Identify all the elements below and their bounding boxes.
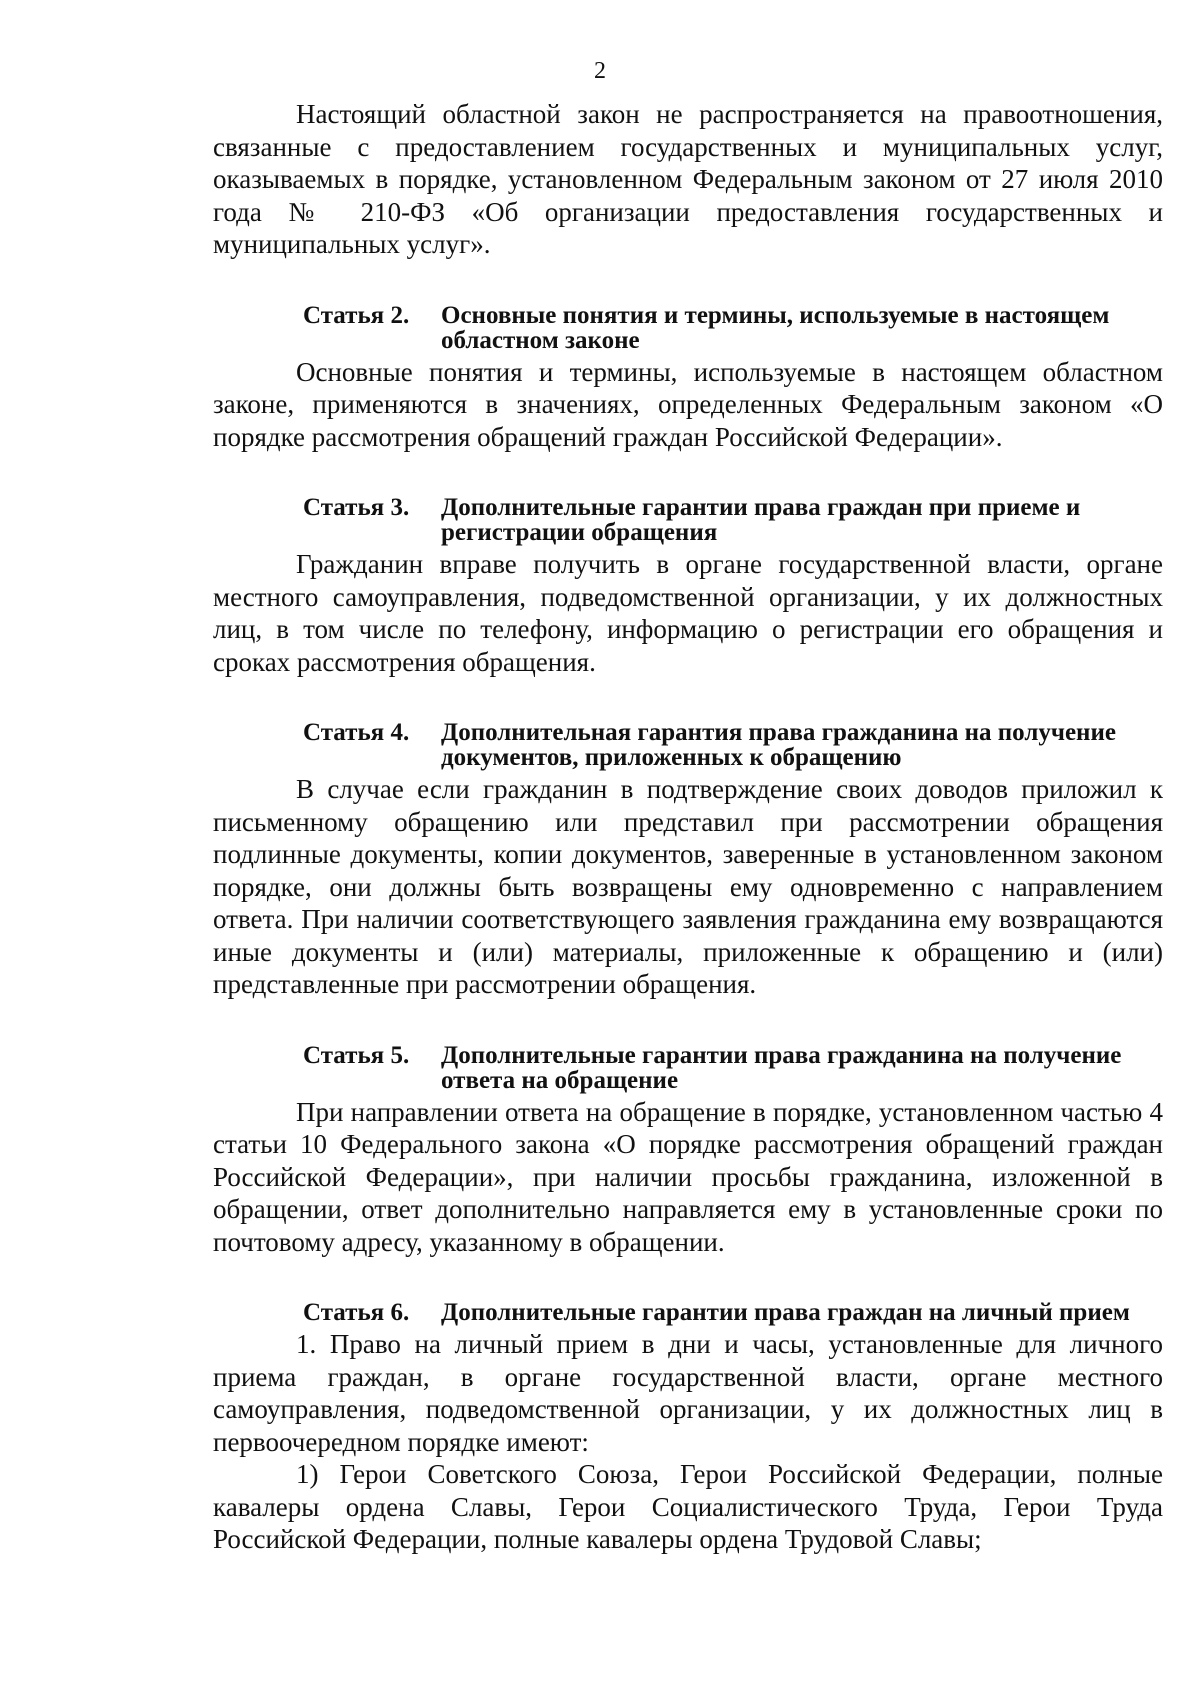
article-number: Статья 4.	[303, 719, 410, 746]
article-5	[213, 1043, 1163, 1259]
article-title: Дополнительные гарантии права граждан при приеме и регистрации обращения	[441, 494, 1081, 546]
article-number: Статья 5.	[303, 1041, 410, 1069]
intro-paragraph: Настоящий областной закон не распространяется на правоотношения, связанные с предоставлением государственных и муниципальных услуг, оказываемых в порядке, установленном Федеральным законом от 27 июля 2010 года № 210-ФЗ «Об организации предоставления государственных и муниципальных услуг».	[213, 99, 1163, 259]
page-number: 2	[594, 58, 606, 84]
article-heading	[303, 1300, 1163, 1325]
article-heading	[303, 1043, 1163, 1093]
article-heading	[303, 495, 1163, 545]
article-paragraph: Гражданин вправе получить в органе государственной власти, органе местного самоуправления, подведомственной организации, у их должностных лиц, в том числе по телефону, информацию о регистрации его обращения и сроках рассмотрения обращения.	[213, 549, 1163, 677]
article-number: Статья 6.	[303, 1299, 410, 1326]
article-heading	[303, 720, 1163, 770]
article-title: Дополнительная гарантия права гражданина на получение документов, приложенных к обращению	[441, 719, 1116, 771]
article-paragraph: 1. Право на личный прием в дни и часы, установленные для личного приема граждан, в органе государственной власти, органе местного самоуправления, подведомственной организации, у их должностных лиц в первоочередном порядке имеют:	[213, 1329, 1163, 1457]
article-paragraph: 1) Герои Советского Союза, Герои Российской Федерации, полные кавалеры ордена Славы, Герои Социалистического Труда, Герои Труда Российской Федерации, полные кавалеры ордена Трудовой Славы;	[213, 1459, 1163, 1554]
article-3	[213, 495, 1163, 678]
article-4	[213, 720, 1163, 1001]
article-number: Статья 2.	[303, 301, 410, 329]
article-title: Основные понятия и термины, используемые в настоящем областном законе	[441, 301, 1110, 354]
article-number: Статья 3.	[303, 494, 410, 521]
article-paragraph: Основные понятия и термины, используемые в настоящем областном законе, применяются в значениях, определенных Федеральным законом «О порядке рассмотрения обращений граждан Российской Федерации».	[213, 356, 1163, 452]
document-body	[213, 98, 1163, 1556]
article-title: Дополнительные гарантии права граждан на личный прием	[441, 1299, 1130, 1326]
article-heading	[303, 303, 1163, 353]
article-title: Дополнительные гарантии права гражданина на получение ответа на обращение	[441, 1041, 1122, 1094]
article-paragraph: При направлении ответа на обращение в порядке, установленном частью 4 статьи 10 Федерального закона «О порядке рассмотрения обращений граждан Российской Федерации», при наличии просьбы гражданина, изложенной в обращении, ответ дополнительно направляется ему в установленные сроки по почтовому адресу, указанному в обращении.	[213, 1096, 1163, 1257]
article-6	[213, 1300, 1163, 1556]
article-2	[213, 303, 1163, 454]
article-paragraph: В случае если гражданин в подтверждение своих доводов приложил к письменному обращению или представил при рассмотрении обращения подлинные документы, копии документов, заверенные в установленном законом порядке, они должны быть возвращены ему одновременно с направлением ответа. При наличии соответствующего заявления гражданина ему возвращаются иные документы и (или) материалы, приложенные к обращению и (или) представленные при рассмотрении обращения.	[213, 774, 1163, 999]
